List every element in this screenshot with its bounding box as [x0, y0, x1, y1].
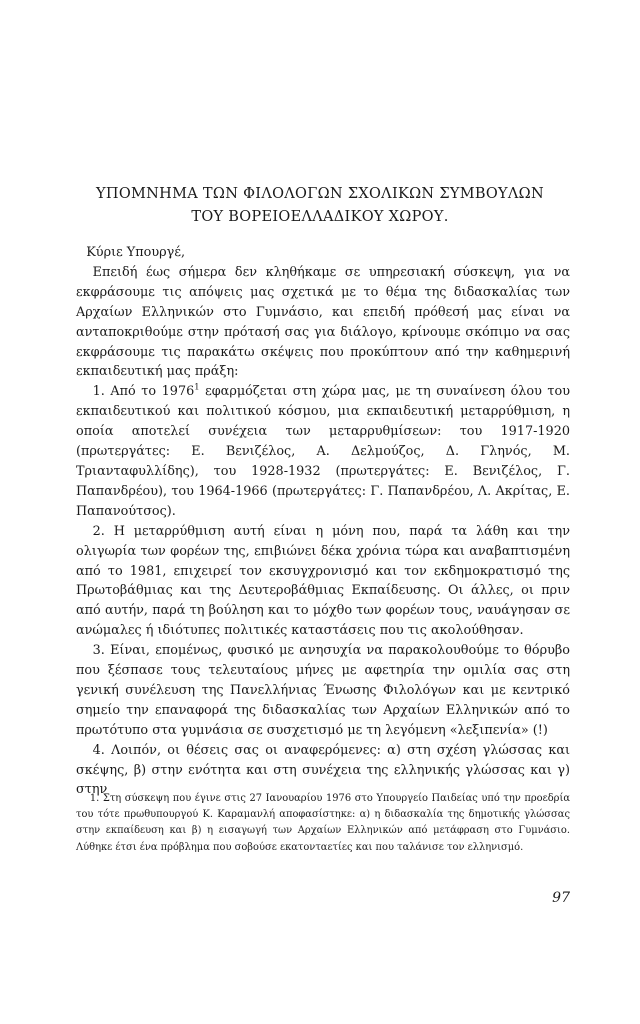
title-line-1: ΥΠΟΜΝΗΜΑ ΤΩΝ ΦΙΛΟΛΟΓΩΝ ΣΧΟΛΙΚΩΝ ΣΥΜΒΟΥΛΩΝ — [96, 186, 544, 202]
footnote-text: 1. Στη σύσκεψη που έγινε στις 27 Ιανουαρίου 1976 στο Υπουργείο Παιδείας υπό την προεδρία του τότε πρωθυπουργού Κ. Καραμανλή αποφασίστηκε: α) η διδασκαλία της δημοτικής γλώσσας στην εκπαίδευση και β) η εισαγωγή των Αρχαίων Ελληνικών από μετάφραση στο Γυμνάσιο. Λύθηκε έτσι ένα πρόβλημα που σοβούσε εκατονταετίες και που ταλάνισε τον ελληνισμό. — [76, 793, 570, 853]
letter-body — [76, 243, 570, 800]
paragraph-2: 2. Η μεταρρύθμιση αυτή είναι η μόνη που, παρά τα λάθη και την ολιγωρία των φορέων της, επιβιώνει δέκα χρόνια τώρα και αναβαπτισμένη από το 1981, επιχειρεί τον εκσυγχρονισμό και τον εκδημοκρατισμό της Πρωτοβάθμιας και της Δευτεροβάθμιας Εκπαίδευσης. Οι άλλες, οι πριν από αυτήν, παρά τη βούληση και το μόχθο των φορέων τους, ναυάγησαν σε ανώμαλες ή ιδιότυπες πολιτικές καταστάσεις που τις ακολούθησαν. — [76, 523, 570, 639]
paragraph-1-start: 1. Από το 1976 — [92, 384, 195, 400]
paragraph-3: 3. Είναι, επομένως, φυσικό με ανησυχία να παρακολουθούμε το θόρυβο που ξέσπασε τους τελευταίους μήνες με αφετηρία την ομιλία σας στη γενική συνέλευση της Πανελλήνιας Ένωσης Φιλολόγων και με κεντρικό σημείο την επαναφορά της διδασκαλίας των Αρχαίων Ελληνικών από το πρωτότυπο στα γυμνάσια σε συσχετισμό με τη λεγόμενη «λεξιπενία» (!) — [76, 643, 570, 738]
paragraph-1-rest: εφαρμόζεται στη χώρα μας, με τη συναίνεση όλου του εκπαιδευτικού και πολιτικού κόσμου, μια εκπαιδευτική μεταρρύθμιση, η οποία αποτελεί συνέχεια των μεταρρυθμίσεων: του 1917-1920 (πρωτεργάτες: Ε. Βενιζέλος, Α. Δελμούζος, Δ. Γληνός, Μ. Τριανταφυλλίδης), του 1928-1932 (πρωτεργάτες: Ε. Βενιζέλος, Γ. Παπανδρέου), του 1964-1966 (πρωτεργάτες: Γ. Παπανδρέου, Λ. Ακρίτας, Ε. Παπανούτσος). — [76, 384, 570, 519]
title-line-2: ΤΟΥ ΒΟΡΕΙΟΕΛΛΑΔΙΚΟΥ ΧΩΡΟΥ. — [191, 209, 449, 225]
paragraph-1 — [76, 382, 570, 521]
page-title — [60, 183, 580, 229]
footnote — [76, 791, 570, 856]
salutation: Κύριε Υπουργέ, — [86, 245, 186, 260]
footnote-reference[interactable]: 1 — [194, 382, 200, 393]
intro-paragraph: Επειδή έως σήμερα δεν κληθήκαμε σε υπηρεσιακή σύσκεψη, για να εκφράσουμε τις απόψεις μας σχετικά με το θέμα της διδασκαλίας των Αρχαίων Ελληνικών στο Γυμνάσιο, και επειδή πρόθεσή μας είναι να ανταποκριθούμε στην πρότασή σας για διάλογο, κρίνουμε σκόπιμο να σας εκφράσουμε τις παρακάτω σκέψεις που προκύπτουν από την καθημερινή εκπαιδευτική μας πράξη: — [76, 264, 570, 380]
page-number: 97 — [552, 890, 570, 906]
paragraph-4: 4. Λοιπόν, οι θέσεις σας οι αναφερόμενες: α) στη σχέση γλώσσας και σκέψης, β) στην ενότητα και στη συνέχεια της ελληνικής γλώσσας και γ) στην — [76, 742, 570, 798]
